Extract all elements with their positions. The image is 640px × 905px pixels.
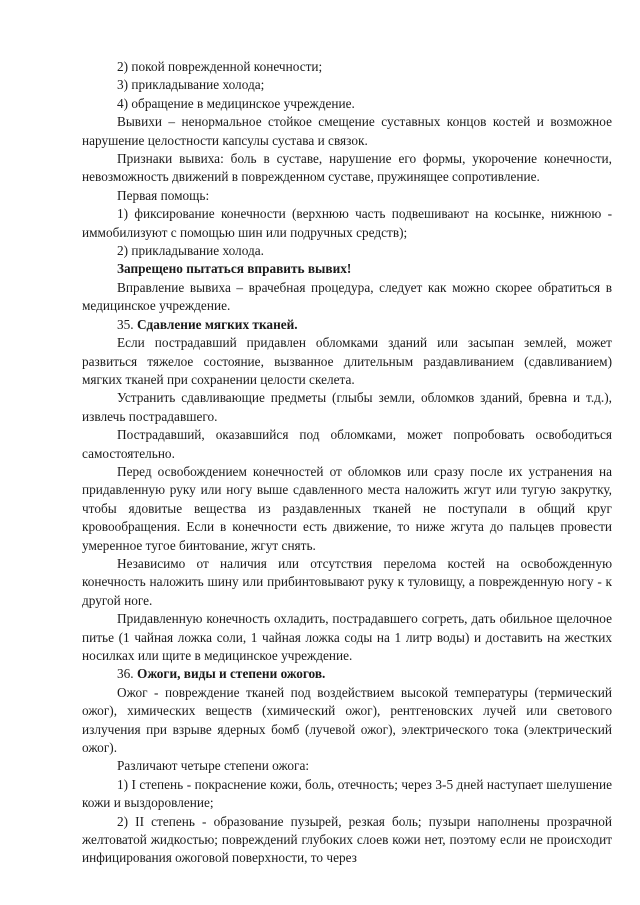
section-heading-36 bbox=[82, 665, 612, 683]
paragraph-burn-definition: Ожог - повреждение тканей под воздействием высокой температуры (термический ожог), химических веществ (химический ожог), рентгеновских лучей или светового излучения при взрыве ядерных бомб (лучевой ожог), электрического тока (электрический ожог). bbox=[82, 684, 612, 756]
paragraph-first-aid-label: Первая помощь: bbox=[117, 187, 210, 203]
paragraph-splint: Независимо от наличия или отсутствия перелома костей на освобожденную конечность наложить шину или прибинтовывают руку к туловищу, а поврежденную ногу - к другой ноге. bbox=[82, 555, 612, 608]
section-number: 35. bbox=[117, 316, 134, 332]
list-item-medical: 4) обращение в медицинское учреждение. bbox=[117, 95, 355, 111]
list-item-degree-1: 1) I степень - покраснение кожи, боль, отечность; через 3-5 дней наступает шелушение кожи и выздоровление; bbox=[82, 776, 612, 811]
list-item-apply-cold: 2) прикладывание холода. bbox=[117, 243, 264, 259]
list-item-cold: 3) прикладывание холода; bbox=[117, 77, 265, 93]
list-item-rest: 2) покой поврежденной конечности; bbox=[117, 59, 323, 74]
section-number: 36. bbox=[117, 666, 134, 682]
list-item-degree-2: 2) II степень - образование пузырей, резкая боль; пузыри наполнены прозрачной желтоватой жидкостью; повреждений глубоких слоев кожи нет, поэтому если не происходит инфицирования ожоговой поверхности, то через bbox=[82, 813, 612, 866]
paragraph-dislocation-definition: Вывихи – ненормальное стойкое смещение суставных концов костей и возможное нарушение целостности капсулы сустава и связок. bbox=[82, 114, 612, 148]
warning-text: Запрещено пытаться вправить вывих! bbox=[117, 261, 352, 277]
section-heading-35 bbox=[82, 316, 612, 334]
section-title: Сдавление мягких тканей. bbox=[136, 316, 298, 332]
paragraph-compression-intro: Если пострадавший придавлен обломками зданий или засыпан землей, может развиться тяжелое состояние, вызванное длительным раздавливанием (сдавливанием) мягких тканей при сохранении целости скелета. bbox=[82, 335, 612, 387]
paragraph-burn-degrees: Различают четыре степени ожога: bbox=[117, 758, 310, 774]
section-title: Ожоги, виды и степени ожогов. bbox=[136, 666, 326, 682]
paragraph-remove-objects: Устранить сдавливающие предметы (глыбы земли, обломков зданий, бревна и т.д.), извлечь пострадавшего. bbox=[82, 390, 612, 424]
document-page bbox=[82, 58, 612, 868]
paragraph-dislocation-signs: Признаки вывиха: боль в суставе, нарушение его формы, укорочение конечности, невозможность движений в поврежденном суставе, пружинящее сопротивление. bbox=[82, 151, 612, 185]
paragraph-cool-transport: Придавленную конечность охладить, пострадавшего согреть, дать обильное щелочное питье (1 чайная ложка соли, 1 чайная ложка соды на 1 литр воды) и доставить на жестких носилках или щите в медицинское учреждение. bbox=[82, 611, 612, 663]
paragraph-self-release: Пострадавший, оказавшийся под обломками, может попробовать освободиться самостоятельно. bbox=[82, 427, 612, 461]
list-item-fixation: 1) фиксирование конечности (верхнюю часть подвешивают на косынке, нижнюю - иммобилизуют с помощью шин или подручных средств); bbox=[82, 206, 612, 240]
paragraph-reduction: Вправление вывиха – врачебная процедура, следует как можно скорее обратиться в медицинское учреждение. bbox=[82, 279, 612, 314]
paragraph-tourniquet: Перед освобождением конечностей от обломков или сразу после их устранения на придавленную руку или ногу выше сдавленного места наложить жгут или тугую закрутку, чтобы ядовитые вещества из раздавленных тканей не поступали в общий круг кровообращения. Если в конечности есть движение, то ниже жгута до пальцев провести умеренное тугое бинтование, жгут снять. bbox=[82, 463, 612, 553]
